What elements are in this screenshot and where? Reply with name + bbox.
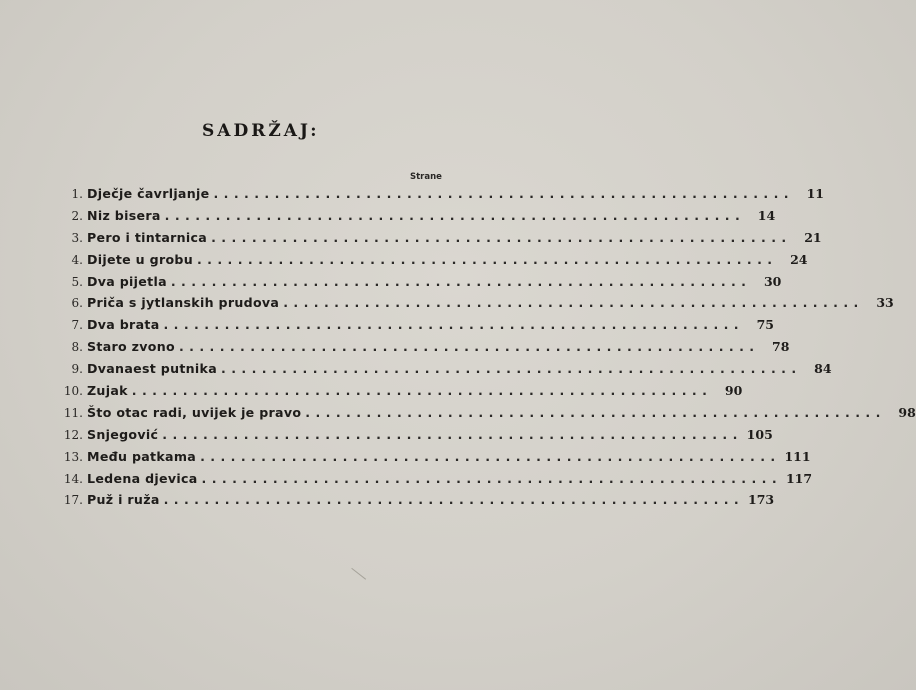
toc-entry	[52, 339, 790, 361]
toc-entry-number: 10.	[63, 384, 83, 399]
toc-entry-page: 11	[806, 186, 824, 201]
toc-entry-title: Staro zvono	[87, 339, 175, 355]
toc-entry-number: 6.	[71, 296, 83, 311]
toc-entry-page: 111	[784, 448, 811, 464]
leader-dots: .........................................................	[162, 426, 743, 442]
toc-entry-number: 1.	[71, 187, 83, 201]
toc-entry-title: Dva brata	[87, 317, 160, 333]
toc-entry-page: 105	[746, 426, 773, 442]
toc-entry-title: Dijete u grobu	[87, 251, 193, 267]
toc-entry-page: 33	[876, 295, 894, 311]
leader-dots: .........................................................	[131, 383, 713, 399]
leader-dots: .........................................................	[211, 229, 792, 245]
leader-dots: .........................................................	[201, 470, 783, 486]
toc-entry	[52, 470, 813, 493]
toc-entry	[52, 251, 808, 274]
toc-entry-number: 7.	[71, 318, 83, 333]
toc-entry	[52, 383, 743, 405]
toc-entry-title: Niz bisera	[87, 207, 161, 223]
toc-entry-title: Među patkama	[87, 448, 197, 464]
toc-entry-number: 3.	[71, 230, 83, 245]
toc-entry-page: 84	[814, 361, 832, 377]
leader-dots: .........................................................	[283, 295, 864, 311]
toc-entry-number: 5.	[71, 274, 83, 289]
toc-entry-title: Puž i ruža	[87, 492, 160, 508]
toc-entry	[52, 207, 776, 230]
toc-entry-page: 75	[756, 317, 774, 333]
toc-entry-number: 4.	[71, 252, 83, 267]
toc-entry-title: Dječje čavrljanje	[87, 186, 210, 201]
toc-entry-number: 17.	[63, 493, 83, 508]
table-of-contents	[52, 186, 916, 514]
toc-entry-page: 90	[724, 383, 743, 399]
toc-entry-number: 14.	[63, 471, 83, 486]
toc-entry-page: 24	[790, 251, 808, 267]
leader-dots: .........................................................	[305, 404, 886, 420]
toc-entry-page: 117	[785, 470, 813, 486]
toc-entry	[52, 295, 894, 317]
leader-dots: .........................................................	[163, 317, 744, 333]
toc-entry	[52, 186, 824, 208]
toc-entry	[52, 426, 773, 449]
toc-entry-page: 14	[757, 207, 776, 223]
toc-entry-title: Snjegović	[87, 426, 159, 442]
toc-entry-title: Dvanaest putnika	[87, 361, 218, 377]
toc-entry	[52, 229, 822, 252]
leader-dots: .........................................................	[200, 448, 781, 464]
page-column-header: Strane	[410, 172, 442, 182]
toc-entry-number: 8.	[71, 340, 83, 355]
toc-entry-number: 13.	[63, 449, 83, 464]
pencil-mark	[344, 568, 366, 589]
toc-entry-page: 98	[898, 404, 916, 420]
toc-entry	[52, 404, 916, 427]
leader-dots: .........................................................	[196, 251, 778, 267]
toc-entry-title: Priča s jytlanskih prudova	[87, 295, 280, 311]
toc-entry-title: Zujak	[87, 383, 128, 399]
leader-dots: .........................................................	[213, 186, 794, 201]
toc-entry	[52, 317, 774, 339]
toc-entry	[52, 492, 775, 514]
toc-entry-page: 78	[772, 339, 790, 355]
leader-dots: .........................................................	[170, 273, 752, 289]
toc-entry	[52, 361, 832, 383]
toc-entry-number: 2.	[71, 208, 83, 223]
page-title: SADRŽAJ:	[202, 121, 320, 141]
toc-entry-number: 11.	[63, 405, 83, 420]
toc-entry-number: 9.	[71, 362, 83, 377]
leader-dots: .........................................................	[221, 361, 802, 377]
leader-dots: .........................................................	[164, 207, 746, 223]
toc-entry-page: 30	[763, 273, 782, 289]
leader-dots: .........................................................	[178, 339, 760, 355]
toc-entry-title: Ledena djevica	[87, 470, 198, 486]
toc-entry-number: 12.	[63, 427, 83, 442]
toc-entry-page: 173	[748, 492, 775, 508]
toc-entry	[52, 448, 811, 471]
toc-entry-title: Pero i tintarnica	[87, 229, 208, 245]
toc-entry-page: 21	[804, 229, 822, 245]
toc-entry-title: Dva pijetla	[87, 273, 167, 289]
toc-entry-title: Što otac radi, uvijek je pravo	[87, 404, 302, 420]
toc-entry	[52, 273, 782, 296]
leader-dots: .........................................................	[163, 492, 745, 508]
